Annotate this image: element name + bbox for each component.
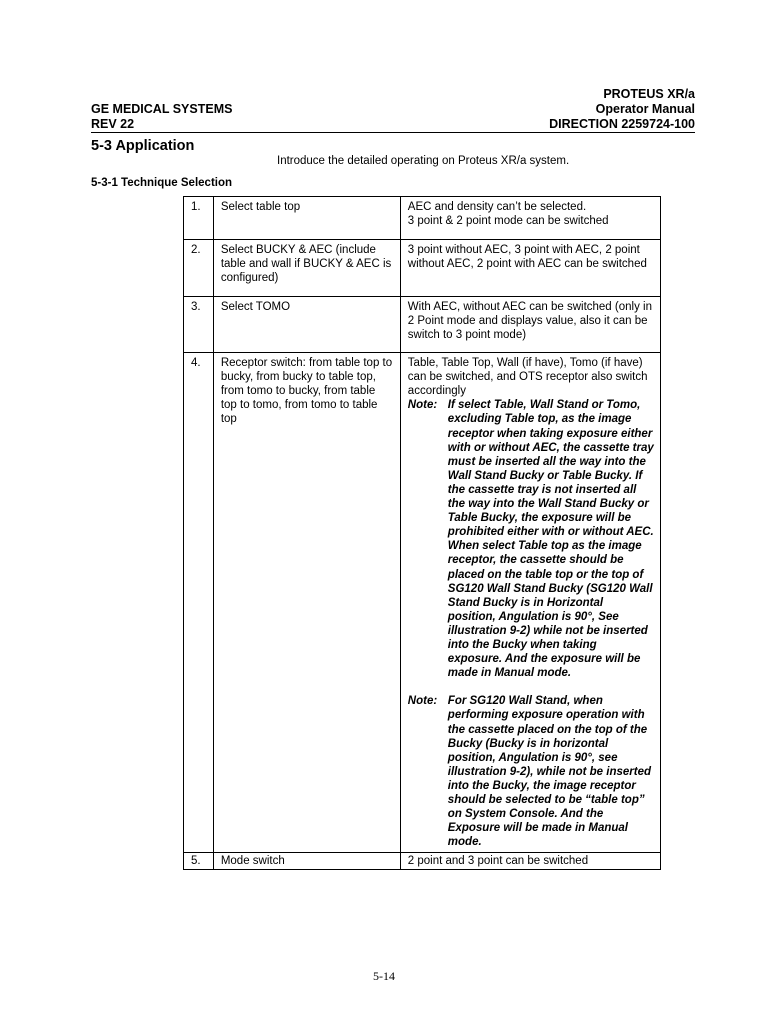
- table-row: [184, 353, 661, 853]
- row-number: 5.: [184, 853, 214, 870]
- row-description-cell: [400, 353, 660, 853]
- spacer: [408, 680, 654, 694]
- row-step: Mode switch: [213, 853, 400, 870]
- table-row: [184, 240, 661, 297]
- product-name: PROTEUS XR/a: [603, 87, 695, 101]
- technique-selection-table: [183, 196, 661, 870]
- subsection-title: 5-3-1 Technique Selection: [91, 177, 233, 189]
- section-title: 5-3 Application: [91, 138, 195, 154]
- row-number: 4.: [184, 353, 214, 853]
- row-description: AEC and density can’t be selected. 3 point & 2 point mode can be switched: [400, 197, 660, 240]
- note-text: For SG120 Wall Stand, when performing exposure operation with the cassette placed on the top of the Bucky (Bucky is in horizontal position, Angulation is 90°, see illustration 9-2), while not be inserted into the Bucky, the image receptor should be selected to be “table top” on System Console. And the Exposure will be made in Manual mode.: [447, 695, 651, 849]
- page-number: 5-14: [373, 969, 395, 983]
- document-type: Operator Manual: [595, 102, 695, 116]
- row-description: 3 point without AEC, 3 point with AEC, 2 point without AEC, 2 point with AEC can be switched: [400, 240, 660, 297]
- header-divider: [91, 132, 695, 133]
- row-step: Select BUCKY & AEC (include table and wall if BUCKY & AEC is configured): [213, 240, 400, 297]
- note-block: [408, 398, 654, 680]
- row-step: Select table top: [213, 197, 400, 240]
- row-description: Table, Table Top, Wall (if have), Tomo (if have) can be switched, and OTS receptor also switch accordingly: [407, 357, 648, 398]
- row-step: Receptor switch: from table top to bucky, from bucky to table top, from tomo to bucky, from table top to tomo, from tomo to table top: [213, 353, 400, 853]
- row-number: 2.: [184, 240, 214, 297]
- direction-number: DIRECTION 2259724-100: [549, 117, 695, 131]
- company-name: GE MEDICAL SYSTEMS: [91, 102, 233, 116]
- table-row: [184, 853, 661, 870]
- table-row: [184, 297, 661, 353]
- note-label: Note:: [407, 399, 438, 412]
- row-number: 1.: [184, 197, 214, 240]
- row-step: Select TOMO: [213, 297, 400, 353]
- table-row: [184, 197, 661, 240]
- note-label: Note:: [407, 695, 438, 708]
- note-block: [408, 694, 654, 849]
- row-description: 2 point and 3 point can be switched: [400, 853, 660, 870]
- row-number: 3.: [184, 297, 214, 353]
- section-intro: Introduce the detailed operating on Proteus XR/a system.: [277, 155, 570, 167]
- note-text: If select Table, Wall Stand or Tomo, excluding Table top, as the image receptor when taking exposure either with or without AEC, the cassette tray must be inserted all the way into the Wall Stand Bucky or Table Bucky. If the cassette tray is not inserted all the way into the Wall Stand Bucky or Table Bucky, the exposure will be prohibited either with or without AEC. When select Table top as the image receptor, the cassette should be placed on the table top or the top of SG120 Wall Stand Bucky (SG120 Wall Stand Bucky is in Horizontal position, Angulation is 90°, See illustration 9-2) while not be inserted into the Bucky when taking exposure. And the exposure will be made in Manual mode.: [447, 399, 654, 680]
- row-description: With AEC, without AEC can be switched (only in 2 Point mode and displays value, also it can be switch to 3 point mode): [400, 297, 660, 353]
- revision: REV 22: [91, 117, 135, 131]
